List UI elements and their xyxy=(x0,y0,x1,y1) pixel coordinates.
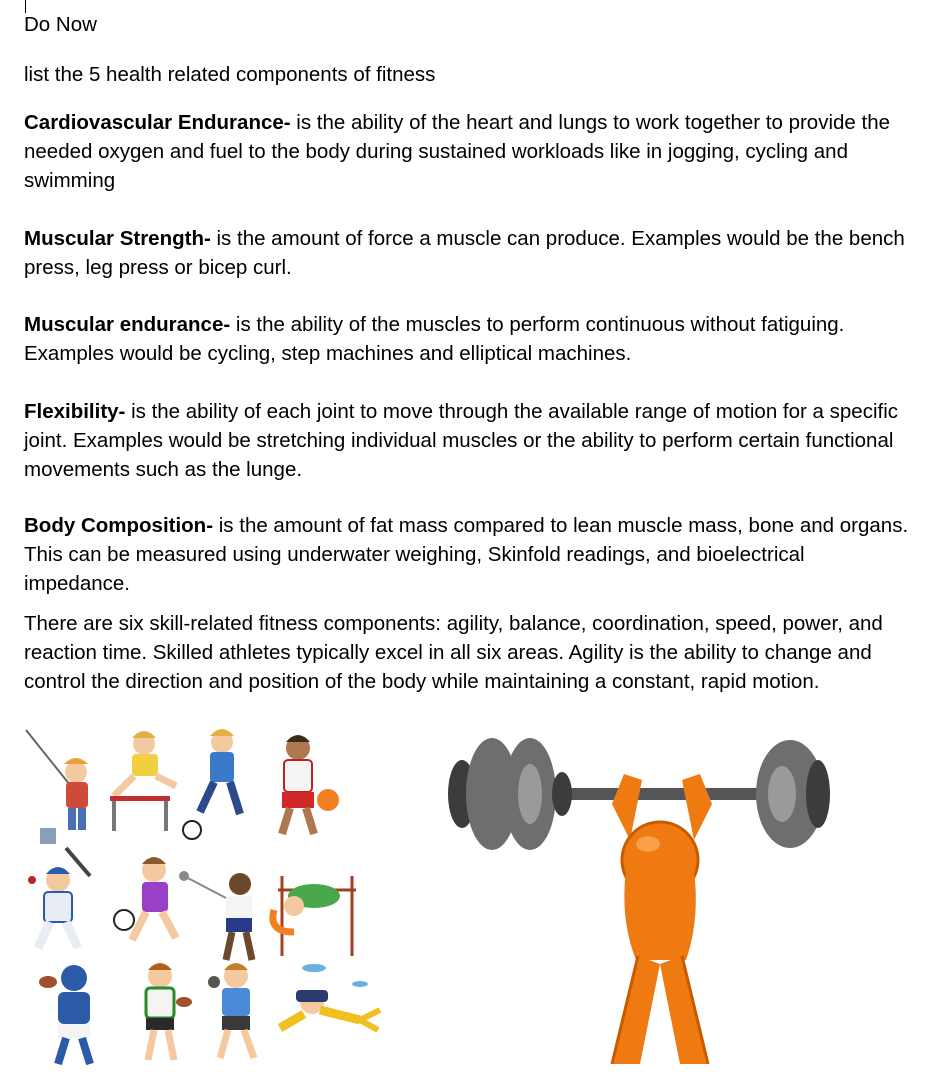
component-paragraph-endurance xyxy=(24,310,914,368)
kid-soccer-icon xyxy=(183,729,240,839)
doc-title: Do Now xyxy=(24,13,97,36)
component-text: is the ability of the heart and lungs to work together to provide the needed oxygen and fuel to the body during sustained workloads like in jogging, cycling and swimming xyxy=(24,111,891,192)
component-text: is the amount of fat mass compared to lean muscle mass, bone and organs. This can be measured using underwater weighing, Skinfold readings, and bioelectrical impedance. xyxy=(24,514,909,595)
component-paragraph-strength xyxy=(24,224,914,282)
kid-hurdle-icon xyxy=(110,731,176,831)
doc-prompt: list the 5 health related components of fitness xyxy=(24,63,436,86)
component-term: Body Composition- xyxy=(24,514,214,537)
component-paragraph-flexibility xyxy=(24,397,914,484)
kid-american-football-icon xyxy=(39,965,90,1064)
component-term: Cardiovascular Endurance- xyxy=(24,111,291,134)
kid-rugby-icon xyxy=(146,963,192,1060)
component-term: Flexibility- xyxy=(24,400,126,423)
kid-shot-put-icon xyxy=(208,963,254,1058)
component-text: is the ability of each joint to move through the available range of motion for a specific joint. Examples would be stretching individual muscles or the ability to perform certain functional movements such as the lunge. xyxy=(24,400,898,481)
component-text: is the amount of force a muscle can produce. Examples would be the bench press, leg press or bicep curl. xyxy=(24,227,905,279)
weightlifter-figure-illustration xyxy=(430,720,850,1092)
kid-fishing-icon xyxy=(26,730,88,844)
kid-hammer-throw-icon xyxy=(179,871,252,960)
component-term: Muscular endurance- xyxy=(24,313,231,336)
component-paragraph-body-composition xyxy=(24,511,914,598)
skill-related-paragraph: There are six skill-related fitness components: agility, balance, coordination, speed, power, and reaction time. Skilled athletes typically excel in all six areas. Agility is the ability to change and control the direction and position of the body while maintaining a constant, rapid motion. xyxy=(24,612,883,693)
kid-baseball-icon xyxy=(28,848,90,948)
orange-person-icon xyxy=(612,774,712,1064)
illustrations xyxy=(0,720,936,1092)
sports-kids-illustration xyxy=(14,720,394,1092)
kid-football-kick-icon xyxy=(114,857,176,940)
component-term: Muscular Strength- xyxy=(24,227,211,250)
kid-high-jump-icon xyxy=(273,876,356,956)
component-paragraph-cardio xyxy=(24,108,914,195)
component-text: is the ability of the muscles to perform continuous without fatiguing. Examples would be cycling, step machines and elliptical machines. xyxy=(24,313,845,365)
kid-skydiving-icon xyxy=(280,964,380,1030)
kid-basketball-icon xyxy=(282,735,339,834)
